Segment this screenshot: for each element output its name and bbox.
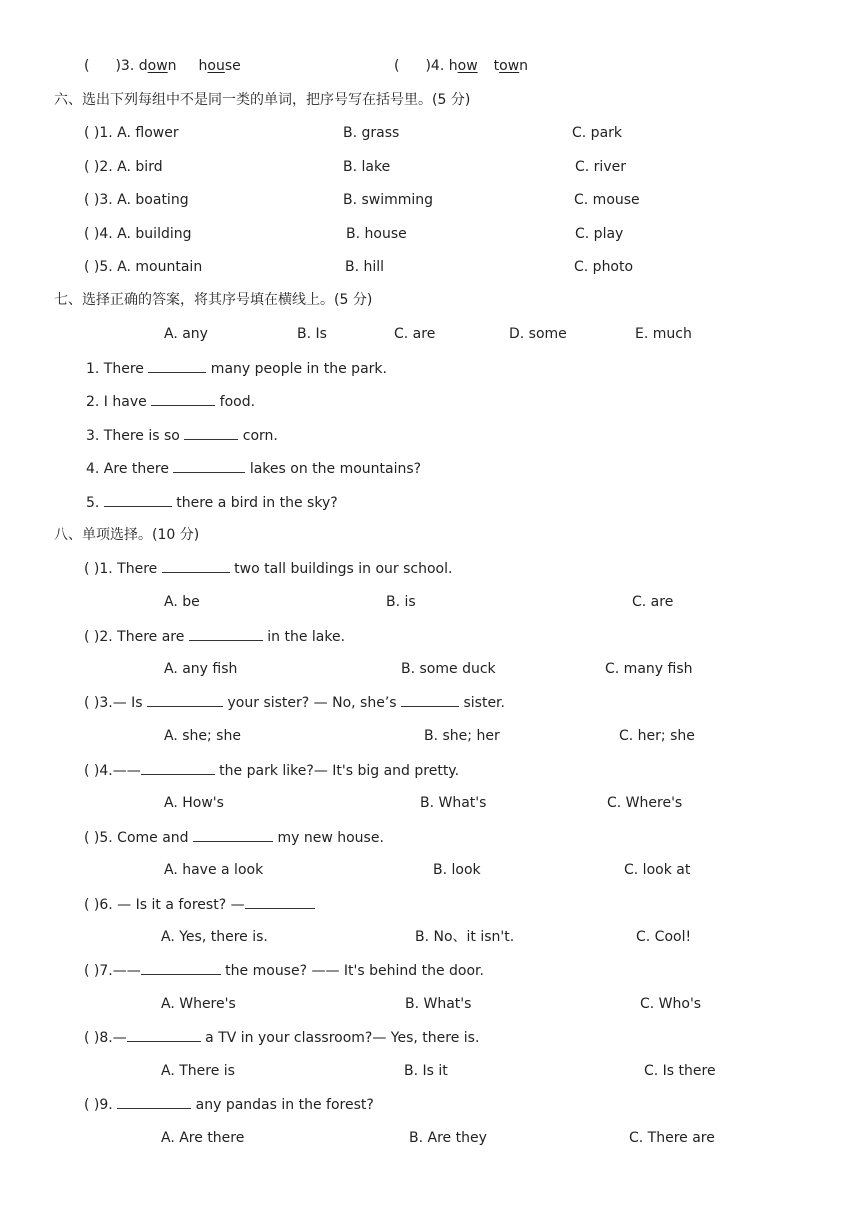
- s8-q4-option-a: A. How's: [164, 795, 224, 811]
- s7-item-1: 1. There many people in the park.: [86, 358, 387, 379]
- s8-q7-option-a: A. Where's: [161, 996, 236, 1012]
- section-6-title: 六、选出下列每组中不是同一类的单词，把序号写在括号里。(5 分): [54, 92, 471, 108]
- s8-q2-option-b: B. some duck: [401, 661, 496, 677]
- s8-q9-option-a: A. Are there: [161, 1130, 245, 1146]
- pron-item-3: [84, 56, 241, 76]
- s8-q2-option-c: C. many fish: [605, 661, 693, 677]
- s8-question-2[interactable]: ( )2. There are in the lake.: [84, 626, 345, 647]
- s8-q3-option-c: C. her; she: [619, 728, 695, 744]
- fill-blank[interactable]: [117, 1094, 191, 1109]
- s8-question-4[interactable]: ( )4.—— the park like?— It's big and pretty.: [84, 760, 459, 781]
- s8-q6-option-b: B. No、it isn't.: [415, 929, 515, 945]
- fill-blank[interactable]: [148, 358, 206, 373]
- s8-question-9[interactable]: ( )9. any pandas in the forest?: [84, 1094, 374, 1115]
- s6-option-c: C. photo: [574, 259, 634, 275]
- s8-q1-option-c: C. are: [632, 594, 674, 610]
- s8-question-7[interactable]: ( )7.—— the mouse? —— It's behind the door.: [84, 960, 484, 981]
- answer-paren[interactable]: (: [84, 58, 90, 74]
- item-number: )3.: [115, 58, 139, 74]
- s8-q8-option-a: A. There is: [161, 1063, 235, 1079]
- s8-q5-option-b: B. look: [433, 862, 481, 878]
- s8-question-6[interactable]: ( )6. — Is it a forest? —: [84, 894, 315, 915]
- s6-option-c: C. river: [575, 159, 626, 175]
- s8-q7-option-c: C. Who's: [640, 996, 702, 1012]
- fill-blank[interactable]: [104, 492, 172, 507]
- s8-q8-option-b: B. Is it: [404, 1063, 448, 1079]
- fill-blank[interactable]: [184, 425, 238, 440]
- word-bank-b: B. Is: [297, 326, 327, 342]
- s8-q5-option-c: C. look at: [624, 862, 691, 878]
- s8-q7-option-b: B. What's: [405, 996, 472, 1012]
- fill-blank[interactable]: [189, 626, 263, 641]
- answer-paren[interactable]: (: [394, 58, 400, 74]
- s6-item-4[interactable]: ( )4. A. building: [84, 226, 192, 242]
- s6-option-b: B. grass: [343, 125, 400, 141]
- fill-blank[interactable]: [141, 960, 221, 975]
- s8-q1-option-b: B. is: [386, 594, 416, 610]
- s8-q6-option-a: A. Yes, there is.: [161, 929, 268, 945]
- fill-blank[interactable]: [162, 558, 230, 573]
- s6-item-3[interactable]: ( )3. A. boating: [84, 192, 189, 208]
- word-bank-a: A. any: [164, 326, 208, 342]
- s8-q4-option-b: B. What's: [420, 795, 487, 811]
- s8-q4-option-c: C. Where's: [607, 795, 683, 811]
- s6-option-b: B. house: [346, 226, 407, 242]
- pron-item-4: [394, 56, 528, 76]
- s8-q3-option-a: A. she; she: [164, 728, 241, 744]
- fill-blank[interactable]: [245, 894, 315, 909]
- s6-item-5[interactable]: ( )5. A. mountain: [84, 259, 203, 275]
- fill-blank[interactable]: [127, 1027, 201, 1042]
- word-town: town: [493, 58, 529, 74]
- s8-question-8[interactable]: ( )8.— a TV in your classroom?— Yes, there is.: [84, 1027, 479, 1048]
- word-bank-c: C. are: [394, 326, 436, 342]
- s8-q3-option-b: B. she; her: [424, 728, 500, 744]
- s7-item-3: 3. There is so corn.: [86, 425, 278, 446]
- word-house: house: [198, 58, 241, 74]
- s6-option-c: C. mouse: [574, 192, 640, 208]
- s8-q9-option-c: C. There are: [629, 1130, 715, 1146]
- fill-blank[interactable]: [151, 391, 215, 406]
- s7-item-4: 4. Are there lakes on the mountains?: [86, 458, 421, 479]
- s8-question-1[interactable]: ( )1. There two tall buildings in our school.: [84, 558, 452, 579]
- fill-blank[interactable]: [147, 692, 223, 707]
- s8-q8-option-c: C. Is there: [644, 1063, 716, 1079]
- section-8-title: 八、单项选择。(10 分): [54, 527, 200, 543]
- s8-q1-option-a: A. be: [164, 594, 200, 610]
- fill-blank[interactable]: [173, 458, 245, 473]
- s8-question-3[interactable]: ( )3.— Is your sister? — No, she’s sister.: [84, 692, 505, 713]
- s8-q6-option-c: C. Cool!: [636, 929, 692, 945]
- word-how: how: [448, 58, 478, 74]
- word-down: down: [138, 58, 177, 74]
- s6-option-b: B. swimming: [343, 192, 434, 208]
- s8-q9-option-b: B. Are they: [409, 1130, 487, 1146]
- word-bank-e: E. much: [635, 326, 692, 342]
- s8-q2-option-a: A. any fish: [164, 661, 238, 677]
- word-bank-d: D. some: [509, 326, 567, 342]
- s6-option-b: B. lake: [343, 159, 391, 175]
- s6-item-2[interactable]: ( )2. A. bird: [84, 159, 163, 175]
- s6-option-c: C. park: [572, 125, 623, 141]
- fill-blank[interactable]: [141, 760, 215, 775]
- s6-item-1[interactable]: ( )1. A. flower: [84, 125, 179, 141]
- fill-blank[interactable]: [401, 692, 459, 707]
- s7-item-5: 5. there a bird in the sky?: [86, 492, 338, 513]
- s6-option-b: B. hill: [345, 259, 385, 275]
- s7-item-2: 2. I have food.: [86, 391, 255, 412]
- section-7-title: 七、选择正确的答案，将其序号填在横线上。(5 分): [54, 292, 373, 308]
- s8-question-5[interactable]: ( )5. Come and my new house.: [84, 827, 384, 848]
- item-number: )4.: [425, 58, 449, 74]
- s6-option-c: C. play: [575, 226, 624, 242]
- fill-blank[interactable]: [193, 827, 273, 842]
- s8-q5-option-a: A. have a look: [164, 862, 264, 878]
